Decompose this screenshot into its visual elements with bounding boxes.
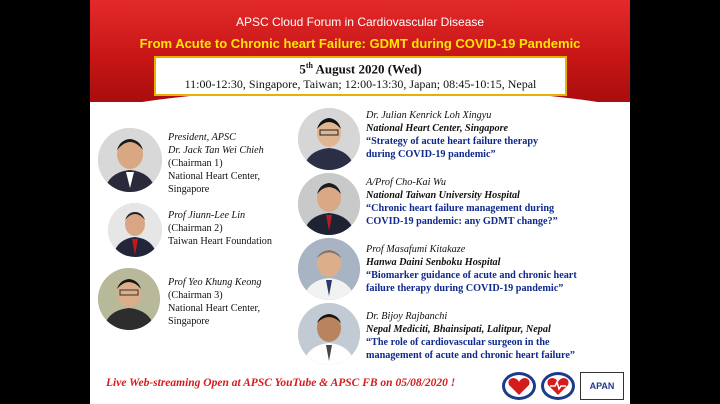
event-poster: [90, 0, 630, 404]
speaker-2-talk-line-2: COVID-19 pandemic: any GDMT change?”: [366, 216, 558, 227]
livestream-notice: Live Web-streaming Open at APSC YouTube & APSC FB on 05/08/2020 !: [106, 377, 456, 389]
speaker-4-talk-line-1: “The role of cardiovascular surgeon in the: [366, 337, 550, 348]
apan-logo: APAN: [580, 372, 624, 400]
chairman-3-label: (Chairman 3): [168, 290, 223, 301]
speaker-3-talk-line-2: failure therapy during COVID-19 pandemic”: [366, 283, 564, 294]
heart-logo-icon: [541, 372, 575, 400]
speaker-4-affiliation: Nepal Mediciti, Bhainsipati, Lalitpur, Nepal: [366, 324, 551, 335]
speaker-3-affiliation: Hanwa Daini Senboku Hospital: [366, 257, 501, 268]
speaker-2-affiliation: National Taiwan University Hospital: [366, 190, 520, 201]
event-date: 5th August 2020 (Wed): [299, 61, 422, 77]
chairman-1-role: President, APSC: [168, 132, 236, 143]
heart-logo-icon: [502, 372, 536, 400]
chairman-2-org: Taiwan Heart Foundation: [168, 236, 272, 247]
speaker-4-name: Dr. Bijoy Rajbanchi: [366, 311, 448, 322]
speaker-1-talk-line-2: during COVID-19 pandemic”: [366, 149, 496, 160]
speaker-3-talk-line-1: “Biomarker guidance of acute and chronic heart: [366, 270, 577, 281]
date-box: [154, 56, 567, 96]
event-times: 11:00-12:30, Singapore, Taiwan; 12:00-13:30, Japan; 08:45-10:15, Nepal: [184, 77, 537, 92]
speaker-1-name: Dr. Julian Kenrick Loh Xingyu: [366, 110, 492, 121]
speaker-4-photo: [298, 303, 360, 365]
speaker-3-name: Prof Masafumi Kitakaze: [366, 244, 466, 255]
speaker-3-photo: [298, 238, 360, 300]
chairman-3-info: [168, 276, 262, 328]
speaker-3-info: [366, 243, 577, 295]
speaker-1-talk-line-1: “Strategy of acute heart failure therapy: [366, 136, 539, 147]
chairman-1-name: Dr. Jack Tan Wei Chieh: [168, 145, 264, 156]
speaker-4-info: [366, 310, 575, 362]
chairman-3-country: Singapore: [168, 316, 210, 327]
speaker-1-photo: [298, 108, 360, 170]
speaker-2-talk-line-1: “Chronic heart failure management during: [366, 203, 555, 214]
chairman-2-photo: [108, 203, 162, 257]
speaker-1-info: [366, 109, 538, 161]
chairman-2-info: [168, 209, 272, 248]
chairman-1-org: National Heart Center,: [168, 171, 261, 182]
chairman-3-name: Prof Yeo Khung Keong: [168, 277, 262, 288]
speaker-2-info: [366, 176, 558, 228]
chairman-1-label: (Chairman 1): [168, 158, 223, 169]
speaker-4-talk-line-2: management of acute and chronic heart failure”: [366, 350, 576, 361]
speaker-1-affiliation: National Heart Center, Singapore: [366, 123, 509, 134]
chairman-3-org: National Heart Center,: [168, 303, 261, 314]
main-title: From Acute to Chronic heart Failure: GDMT during COVID-19 Pandemic: [139, 36, 581, 51]
chairman-2-label: (Chairman 2): [168, 223, 223, 234]
speaker-2-photo: [298, 173, 360, 235]
chairman-3-photo: [98, 268, 160, 330]
forum-title: APSC Cloud Forum in Cardiovascular Disease: [235, 15, 485, 29]
speaker-2-name: A/Prof Cho-Kai Wu: [366, 177, 446, 188]
chairman-1-photo: [98, 128, 162, 192]
chairman-1-country: Singapore: [168, 184, 210, 195]
poster-header: [90, 0, 630, 102]
chairman-2-name: Prof Jiunn-Lee Lin: [168, 210, 246, 221]
chairman-1-info: [168, 131, 264, 196]
